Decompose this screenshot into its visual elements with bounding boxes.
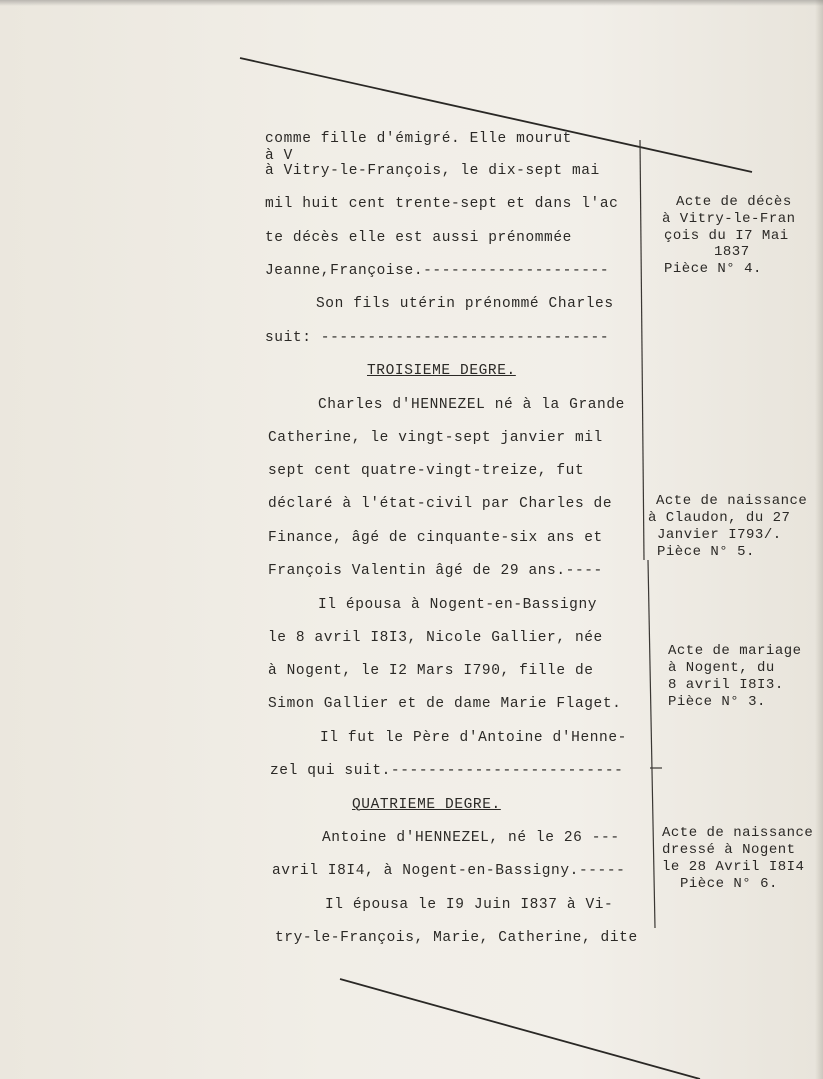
text-line-25: Il épousa le I9 Juin I837 à Vi-: [325, 897, 614, 913]
text-line-1: comme fille d'émigré. Elle mourut: [265, 131, 572, 147]
margin-note-3-line-4: Pièce N° 3.: [668, 694, 766, 710]
text-line-8: suit: -------------------------------: [265, 330, 610, 346]
margin-note-4-line-1: Acte de naissance: [662, 825, 814, 841]
bottom-diagonal-strike: [340, 979, 700, 1079]
heading-troisieme-degre: TROISIEME DEGRE.: [367, 363, 516, 379]
text-line-20: Il fut le Père d'Antoine d'Henne-: [320, 730, 627, 746]
margin-note-4-line-2: dressé à Nogent: [662, 842, 796, 858]
text-line-3: à Vitry-le-François, le dix-sept mai: [265, 163, 600, 179]
margin-note-1-line-1: Acte de décès: [676, 194, 792, 210]
text-line-10: Charles d'HENNEZEL né à la Grande: [318, 397, 625, 413]
margin-note-1-line-3: çois du I7 Mai: [664, 228, 789, 244]
margin-note-2-line-2: à Claudon, du 27: [648, 510, 791, 526]
margin-rule-upper: [640, 140, 644, 560]
text-line-4: mil huit cent trente-sept et dans l'ac: [265, 196, 619, 212]
text-line-2: à V: [265, 148, 293, 164]
text-line-5: te décès elle est aussi prénommée: [265, 230, 572, 246]
text-line-26: try-le-François, Marie, Catherine, dite: [275, 930, 638, 946]
margin-note-4-line-3: le 28 Avril I8I4: [662, 859, 805, 875]
margin-note-2-line-1: Acte de naissance: [656, 493, 808, 509]
text-line-24: avril I8I4, à Nogent-en-Bassigny.-----: [272, 863, 626, 879]
margin-note-3-line-1: Acte de mariage: [668, 643, 802, 659]
margin-note-2-line-4: Pièce N° 5.: [657, 544, 755, 560]
text-line-13: déclaré à l'état-civil par Charles de: [268, 496, 613, 512]
text-line-14: Finance, âgé de cinquante-six ans et: [268, 530, 603, 546]
text-line-16: Il épousa à Nogent-en-Bassigny: [318, 597, 598, 613]
text-line-19: Simon Gallier et de dame Marie Flaget.: [268, 696, 622, 712]
text-line-23: Antoine d'HENNEZEL, né le 26 ---: [322, 830, 620, 846]
text-line-17: le 8 avril I8I3, Nicole Gallier, née: [268, 630, 603, 646]
text-line-15: François Valentin âgé de 29 ans.----: [268, 563, 603, 579]
top-diagonal-strike: [240, 58, 752, 172]
margin-rule-lower: [648, 560, 655, 928]
margin-note-3-line-3: 8 avril I8I3.: [668, 677, 784, 693]
margin-note-1-line-4: 1837: [714, 244, 750, 260]
margin-note-3-line-2: à Nogent, du: [668, 660, 775, 676]
margin-note-1-line-5: Pièce N° 4.: [664, 261, 762, 277]
text-line-12: sept cent quatre-vingt-treize, fut: [268, 463, 585, 479]
heading-quatrieme-degre: QUATRIEME DEGRE.: [352, 797, 501, 813]
text-line-6: Jeanne,Françoise.--------------------: [265, 263, 610, 279]
text-line-21: zel qui suit.-------------------------: [270, 763, 624, 779]
margin-note-4-line-4: Pièce N° 6.: [680, 876, 778, 892]
margin-note-2-line-3: Janvier I793/.: [657, 527, 782, 543]
text-line-7: Son fils utérin prénommé Charles: [316, 296, 614, 312]
margin-note-1-line-2: à Vitry-le-Fran: [662, 211, 796, 227]
text-line-11: Catherine, le vingt-sept janvier mil: [268, 430, 603, 446]
text-line-18: à Nogent, le I2 Mars I790, fille de: [268, 663, 594, 679]
